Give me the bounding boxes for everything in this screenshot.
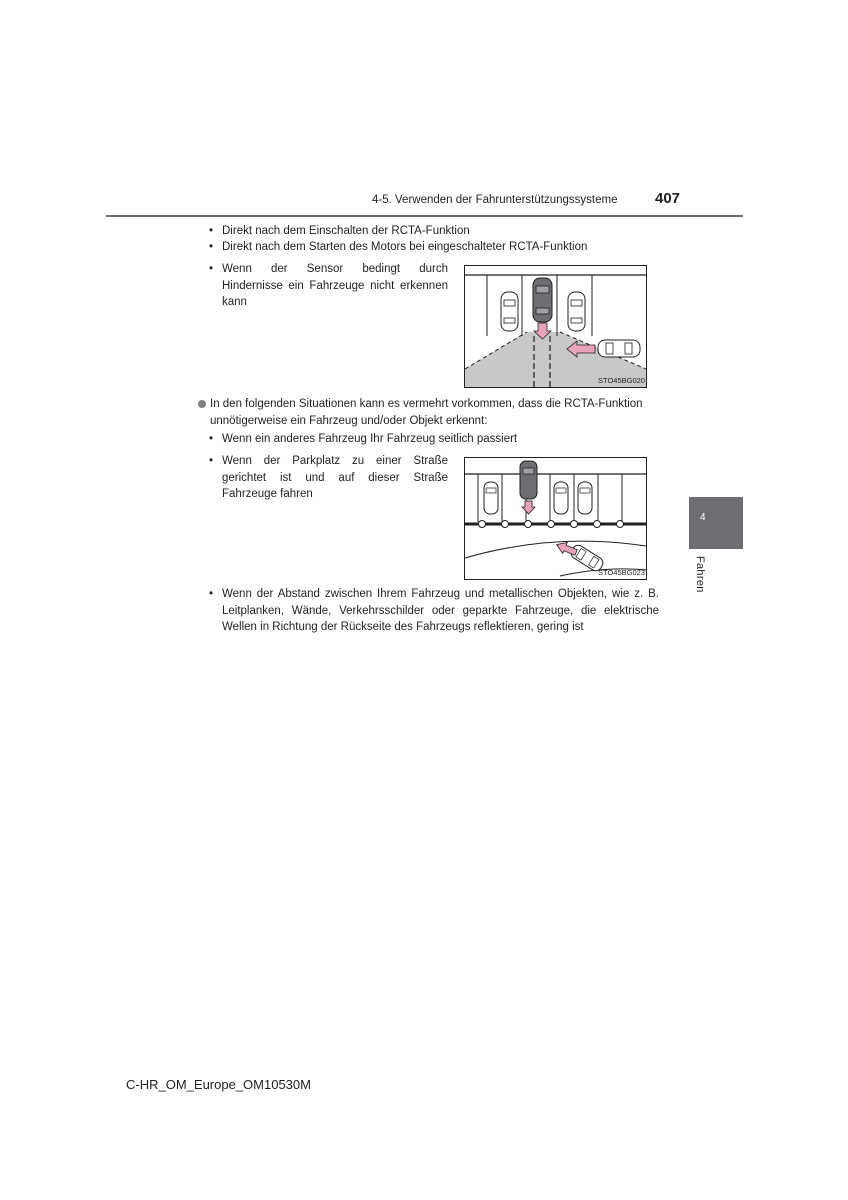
list-item: Direkt nach dem Starten des Motors bei eingeschalteter RCTA-Funktion [222, 241, 588, 253]
list-item: Wenn ein anderes Fahrzeug Ihr Fahrzeug seitlich passiert [222, 433, 518, 445]
chapter-number: 4 [700, 512, 706, 523]
bullet-marker: • [209, 433, 214, 445]
list-item: Wenn der Parkplatz zu einer Straße gerichtet ist und auf dieser Straße Fahrzeuge fahren [222, 455, 448, 500]
figure-rcta-road [464, 457, 647, 580]
figure-code: STO45BG020 [598, 376, 645, 385]
bullet-marker: • [209, 225, 214, 237]
figure-rcta-obstacle [464, 265, 647, 388]
list-item: Direkt nach dem Einschalten der RCTA-Funktion [222, 225, 470, 237]
list-item: Wenn der Sensor bedingt durch Hindernisse ein Fahrzeuge nicht erkennen kann [222, 263, 448, 308]
header-divider [106, 215, 743, 217]
section-bullet-icon [198, 400, 206, 408]
bullet-marker: • [209, 241, 214, 253]
chapter-tab [689, 497, 743, 549]
list-item: Wenn der Abstand zwischen Ihrem Fahrzeug und metallischen Objekten, wie z. B. Leitplanken, Wände, Verkehrsschilder oder geparkte Fahrzeuge, die elektrische Wellen in Richtung der Rückseite des Fahrzeugs reflektieren, gering ist [222, 588, 659, 633]
page-number: 407 [655, 190, 681, 207]
document-id: C-HR_OM_Europe_OM10530M [126, 1077, 311, 1092]
bullet-marker: • [209, 455, 214, 467]
chapter-label: Fahren [694, 556, 706, 593]
section-intro: In den folgenden Situationen kann es vermehrt vorkommen, dass die RCTA-Funktion unnötigerweise ein Fahrzeug und/oder Objekt erkennt: [210, 398, 643, 427]
parking-illustration [465, 266, 646, 387]
bullet-marker: • [209, 588, 214, 600]
road-illustration [465, 458, 646, 579]
bullet-marker: • [209, 263, 214, 275]
figure-code: STO45BG023 [598, 568, 645, 577]
section-title: 4-5. Verwenden der Fahrunterstützungssysteme [372, 194, 618, 206]
